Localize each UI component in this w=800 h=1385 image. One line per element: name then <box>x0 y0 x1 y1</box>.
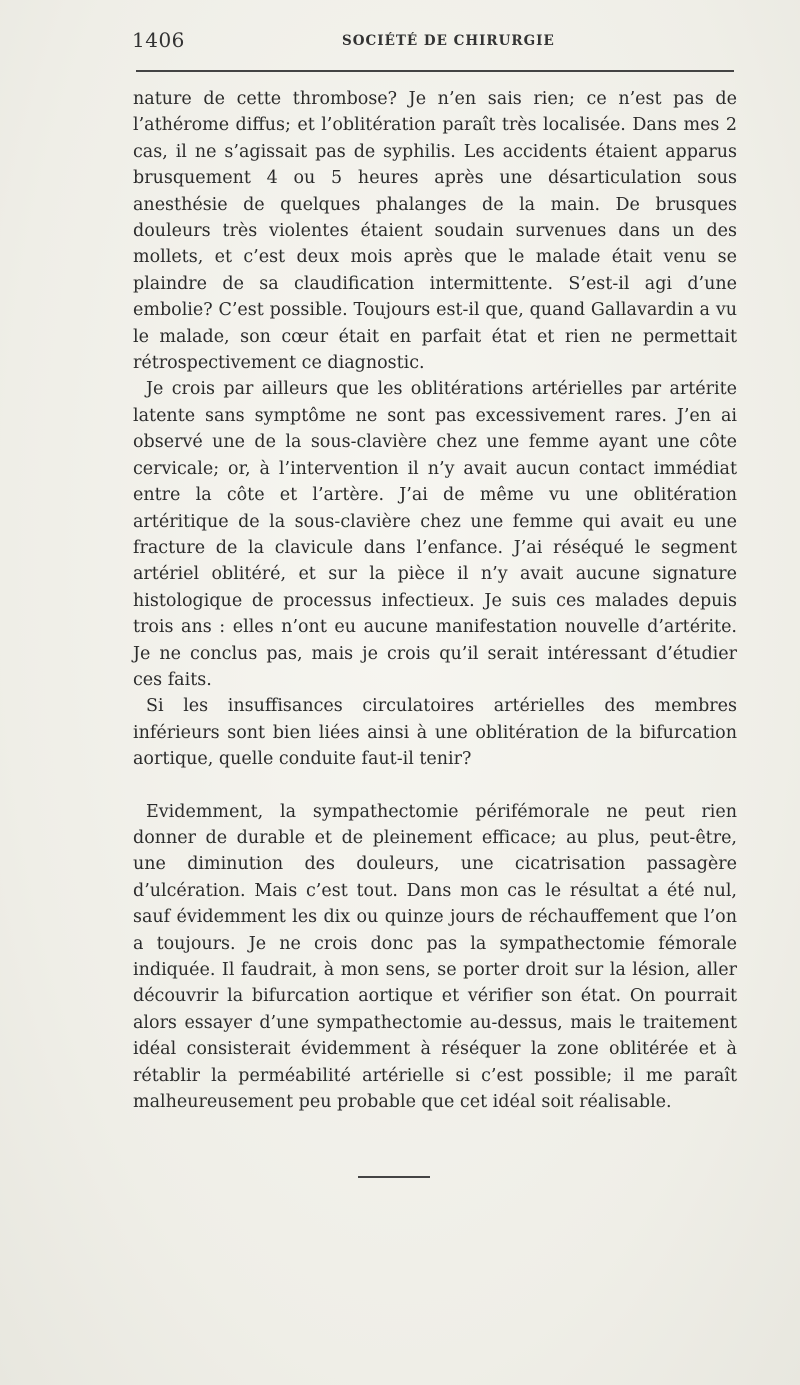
body-text <box>133 86 737 1115</box>
running-head: SOCIÉTÉ DE CHIRURGIE <box>342 33 555 49</box>
end-rule <box>358 1176 430 1178</box>
page-number: 1406 <box>132 28 185 52</box>
paragraph-insuffisances: Si les insuffisances circulatoires artérielles des membres inférieurs sont bien liées ainsi à une oblitération de la bifurcation aortique, quelle conduite faut-il tenir? <box>133 696 737 770</box>
header-rule <box>136 70 734 72</box>
page-header <box>132 26 738 60</box>
paragraph-obliterations: Je crois par ailleurs que les oblitérations artérielles par artérite latente sans symptôme ne sont pas excessivement rares. J’en ai observé une de la sous-clavière chez une femme ayant une côte cervicale; or, à l’intervention il n’y avait aucun contact immédiat entre la côte et l’artère. J’ai de même vu une oblitération artéritique de la sous-clavière chez une femme qui avait eu une fracture de la clavicule dans l’enfance. J’ai réséqué le segment artériel oblitéré, et sur la pièce il n’y avait aucune signature histologique de processus infectieux. Je suis ces malades depuis trois ans : elles n’ont eu aucune manifestation nouvelle d’artérite. Je ne conclus pas, mais je crois qu’il serait intéressant d’étudier ces faits. <box>133 379 737 690</box>
paragraph-sympathectomie: Evidemment, la sympathectomie périfémorale ne peut rien donner de durable et de pleinement efficace; au plus, peut-être, une diminution des douleurs, une cicatrisation passagère d’ulcération. Mais c’est tout. Dans mon cas le résultat a été nul, sauf évidemment les dix ou quinze jours de réchauffement que l’on a toujours. Je ne crois donc pas la sympathectomie fémorale indiquée. Il faudrait, à mon sens, se porter droit sur la lésion, aller découvrir la bifurcation aortique et vérifier son état. On pourrait alors essayer d’une sympathectomie au-dessus, mais le traitement idéal consisterait évidemment à réséquer la zone oblitérée et à rétablir la perméabilité artérielle si c’est possible; il me paraît malheureusement peu probable que cet idéal soit réalisable. <box>133 801 737 1113</box>
paragraph-thrombose: nature de cette thrombose? Je n’en sais rien; ce n’est pas de l’athérome diffus; et l’oblitération paraît très localisée. Dans mes 2 cas, il ne s’agissait pas de syphilis. Les accidents étaient apparus brusquement 4 ou 5 heures après une désarticulation sous anesthésie de quelques phalanges de la main. De brusques douleurs très violentes étaient soudain survenues dans un des mollets, et c’est deux mois après que le malade était venu se plaindre de sa claudification intermittente. S’est-il agi d’une embolie? C’est possible. Toujours est-il que, quand Gallavardin a vu le malade, son cœur était en parfait état et rien ne permettait rétrospectivement ce diagnostic. <box>133 89 737 374</box>
